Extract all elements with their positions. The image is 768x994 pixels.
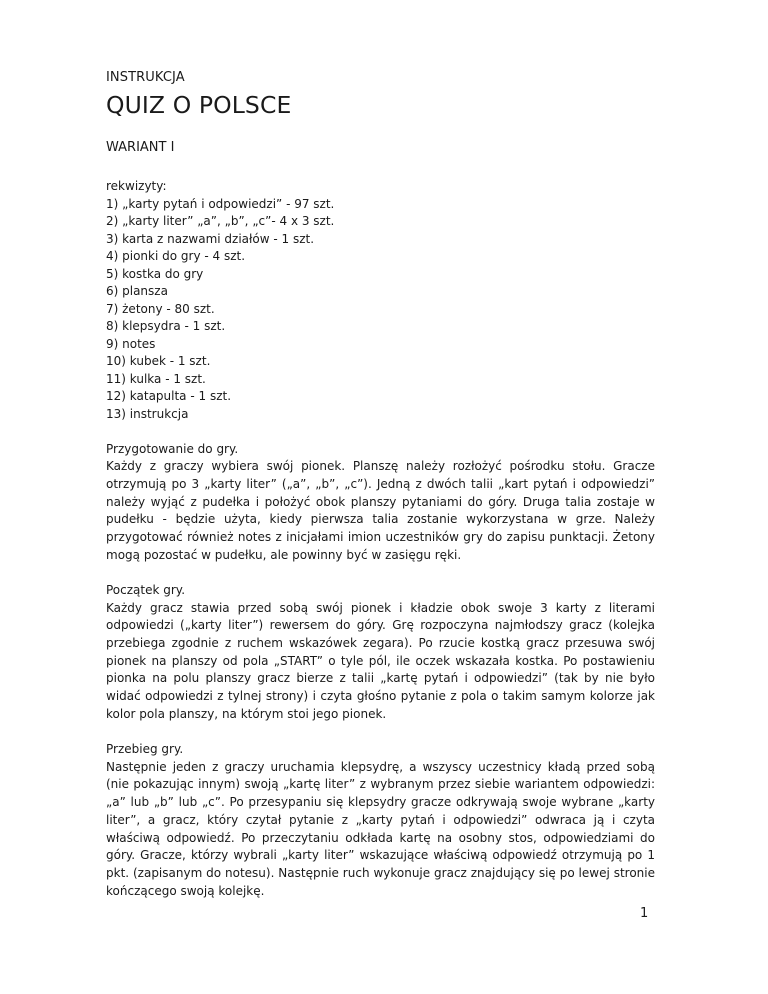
props-list-section [106, 178, 655, 423]
props-list [106, 196, 655, 424]
props-item: 2) „karty liter” „a”, „b”, „c”- 4 x 3 szt. [106, 214, 335, 228]
page-number: 1 [640, 906, 649, 921]
section-body: Następnie jeden z graczy uruchamia klepsydrę, a wszyscy uczestnicy kładą przed sobą (nie pokazując innym) swoją „kartę liter” z wybranym przez siebie wariantem odpowiedzi: „a” lub „b” lub „c”. Po przesypaniu się klepsydry gracze odkrywają swoje wybrane „karty liter”, a gracz, który czytał pytanie z „karty pytań i odpowiedzi” odwraca ją i czyta właściwą odpowiedź. Po przeczytaniu odkłada kartę na osobny stos, odpowiedziami do góry. Gracze, którzy wybrali „karty liter” wskazujące właściwą odpowiedź otrzymują po 1 pkt. (zapisanym do notesu). Następnie ruch wykonuje gracz znajdujący się po lewej stronie kończącego swoją kolejkę. [106, 759, 655, 898]
props-item: 5) kostka do gry [106, 266, 204, 281]
props-item: 4) pionki do gry - 4 szt. [106, 249, 246, 263]
props-item: 12) katapulta - 1 szt. [106, 389, 232, 403]
section-heading: Przygotowanie do gry. [106, 441, 239, 456]
section-heading: Początek gry. [106, 582, 186, 597]
props-item: 13) instrukcja [106, 406, 189, 421]
section-preparation [106, 441, 655, 565]
document-eyebrow: INSTRUKCJA [106, 70, 185, 85]
props-item: 3) karta z nazwami działów - 1 szt. [106, 231, 315, 246]
props-item: 10) kubek - 1 szt. [106, 354, 211, 368]
section-body: Każdy gracz stawia przed sobą swój pionek i kładzie obok swoje 3 karty z literami odpowiedzi („karty liter”) rewersem do góry. Grę rozpoczyna najmłodszy gracz (kolejka przebiega zgodnie z ruchem wskazówek zegara). Po rzucie kostką gracz przesuwa swój pionek na planszy od pola „START” o tyle pól, ile oczek wskazała kostka. Po postawieniu pionka na polu planszy gracz bierze z talii „kartę pytań i odpowiedzi” (tak by nie było widać odpowiedzi z tylnej strony) i czyta głośno pytanie z pola o takim samym kolorze jak kolor pola planszy, na którym stoi jego pionek. [106, 600, 655, 721]
document-page [106, 68, 655, 900]
props-item: 1) „karty pytań i odpowiedzi” - 97 szt. [106, 196, 335, 211]
props-item: 7) żetony - 80 szt. [106, 301, 215, 316]
variant-heading: WARIANT I [106, 140, 175, 155]
section-body: Każdy z graczy wybiera swój pionek. Planszę należy rozłożyć pośrodku stołu. Gracze otrzymują po 3 „karty liter” („a”, „b”, „c”). Jedną z dwóch talii „kart pytań i odpowiedzi” należy wyjąć z pudełka i położyć obok planszy pytaniami do góry. Druga talia zostaje w pudełku - będzie użyta, kiedy pierwsza talia zostanie wykorzystana w grze. Należy przygotować również notes z inicjałami imion uczestników gry do zapisu punktacji. Żetony mogą pozostać w pudełku, ale powinny być w zasięgu ręki. [106, 459, 655, 562]
props-item: 6) plansza [106, 284, 168, 298]
section-game-start [106, 582, 655, 724]
props-item: 11) kulka - 1 szt. [106, 371, 206, 386]
props-item: 8) klepsydra - 1 szt. [106, 319, 226, 333]
section-heading: Przebieg gry. [106, 742, 184, 757]
document-title: QUIZ O POLSCE [106, 91, 292, 119]
props-item: 9) notes [106, 336, 156, 351]
section-game-flow [106, 741, 655, 900]
props-label: rekwizyty: [106, 179, 167, 193]
